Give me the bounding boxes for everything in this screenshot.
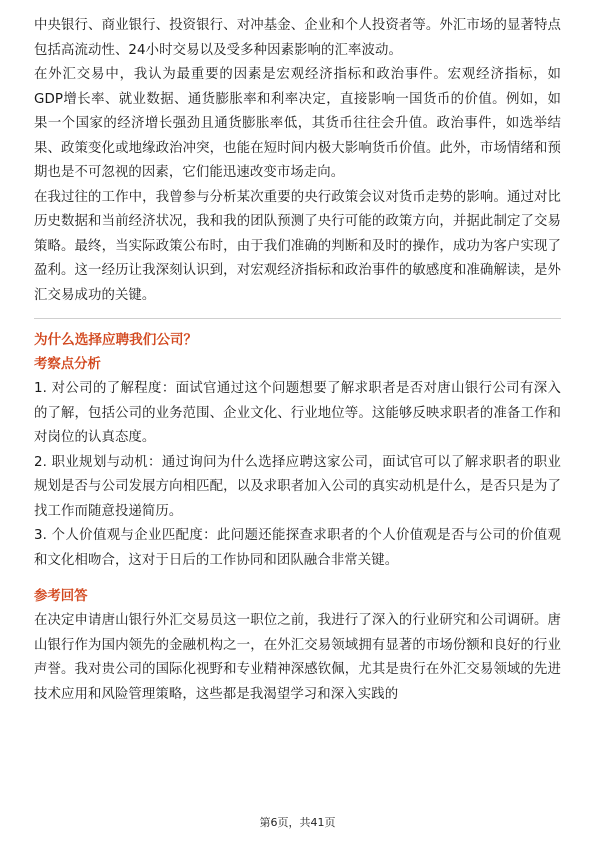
- paragraph-key-factors: 在外汇交易中，我认为最重要的因素是宏观经济指标和政治事件。宏观经济指标，如GDP增长率、就业数据、通货膨胀率和利率决定，直接影响一国货币的价值。例如，如果一个国家的经济增长强劲且通货膨胀率低，其货币往往会升值。政治事件，如选举结果、政策变化或地缘政治冲突，也能在短时间内极大影响货币价值。此外，市场情绪和预期也是不可忽视的因素，它们能迅速改变市场走向。: [34, 67, 561, 180]
- analysis-item-2: 2. 职业规划与动机：通过询问为什么选择应聘这家公司，面试官可以了解求职者的职业规划是否与公司发展方向相匹配，以及求职者加入公司的真实动机是什么，是否只是为了找工作而随意投递简历。: [34, 454, 561, 519]
- reference-answer-heading: 参考回答: [34, 589, 88, 604]
- analysis-item-1: 1. 对公司的了解程度：面试官通过这个问题想要了解求职者是否对唐山银行公司有深入的了解，包括公司的业务范围、企业文化、行业地位等。这能够反映求职者的准备工作和对岗位的认真态度。: [34, 381, 561, 445]
- section-divider: [34, 318, 561, 319]
- paragraph-experience: 在我过往的工作中，我曾参与分析某次重要的央行政策会议对货币走势的影响。通过对比历史数据和当前经济状况，我和我的团队预测了央行可能的政策方向，并据此制定了交易策略。最终，当实际政策公布时，由于我们准确的判断和及时的操作，成功为客户实现了盈利。这一经历让我深刻认识到，对宏观经济指标和政治事件的敏感度和准确解读，是外汇交易成功的关键。: [34, 189, 561, 303]
- spacer: [34, 573, 561, 585]
- page-number: 第6页，共41页: [259, 816, 336, 829]
- reference-answer-text: 在决定申请唐山银行外汇交易员这一职位之前，我进行了深入的行业研究和公司调研。唐山银行作为国内领先的金融机构之一，在外汇交易领域拥有显著的市场份额和良好的行业声誉。我对贵公司的国际化视野和专业精神深感钦佩，尤其是贵行在外汇交易领域的先进技术应用和风险管理策略，这些都是我渴望学习和深入实践的: [34, 613, 561, 702]
- paragraph-market-overview: 中央银行、商业银行、投资银行、对冲基金、企业和个人投资者等。外汇市场的显著特点包括高流动性、24小时交易以及受多种因素影响的汇率波动。: [34, 18, 561, 58]
- analysis-heading: 考察点分析: [34, 357, 101, 372]
- document-body: [34, 14, 561, 707]
- analysis-item-3: 3. 个人价值观与企业匹配度：此问题还能探查求职者的个人价值观是否与公司的价值观和文化相吻合，这对于日后的工作协同和团队融合非常关键。: [34, 528, 561, 568]
- question-heading: 为什么选择应聘我们公司？: [34, 332, 198, 348]
